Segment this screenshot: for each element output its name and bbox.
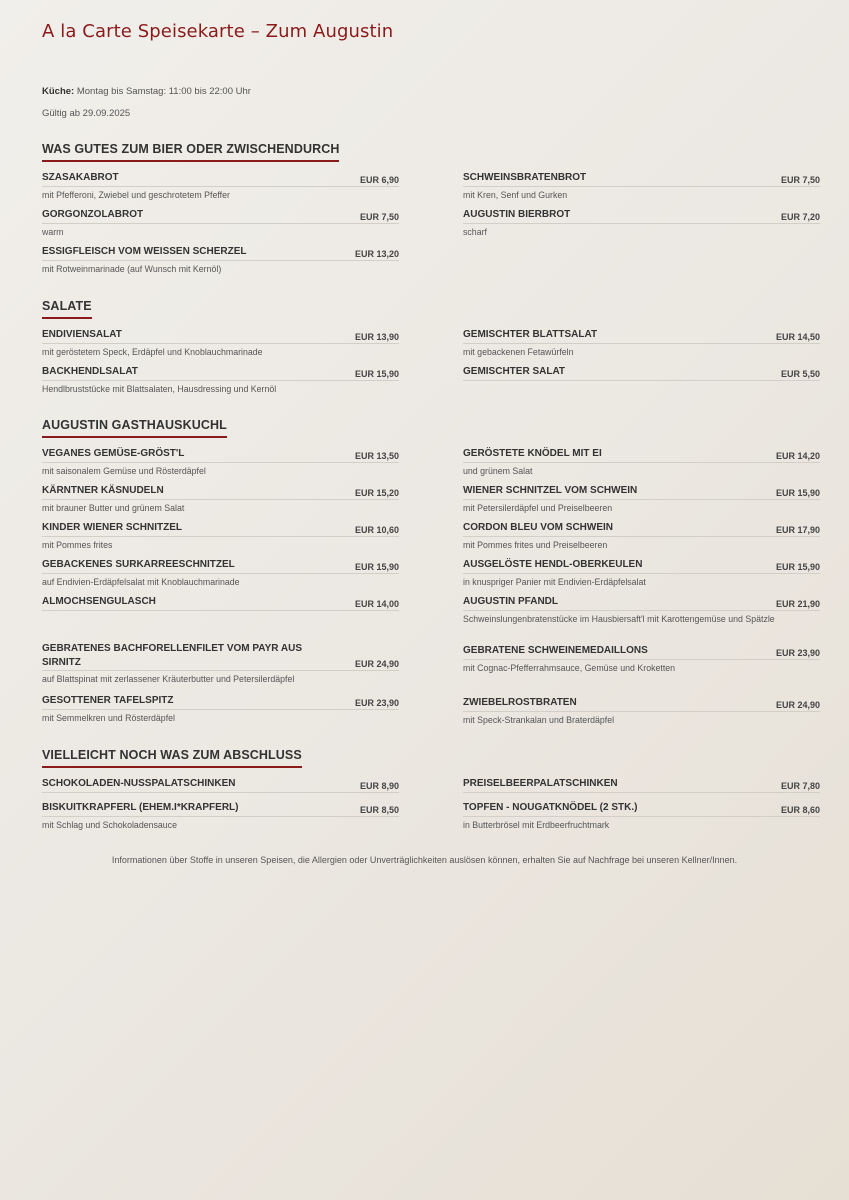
menu-item-description: mit gebackenen Fetawürfeln bbox=[463, 346, 574, 357]
menu-item-name: TOPFEN - NOUGATKNÖDEL (2 STK.) bbox=[463, 802, 638, 813]
menu-item-name: AUGUSTIN PFANDL bbox=[463, 596, 558, 607]
menu-item bbox=[42, 642, 399, 687]
menu-item bbox=[463, 777, 820, 793]
menu-item-description: mit brauner Butter und grünem Salat bbox=[42, 502, 185, 513]
menu-item-price: EUR 8,50 bbox=[359, 804, 399, 815]
menu-item-price: EUR 15,90 bbox=[775, 561, 820, 572]
menu-item-price: EUR 7,20 bbox=[780, 211, 820, 222]
menu-item-name: GEMISCHTER SALAT bbox=[463, 366, 566, 377]
menu-item-description: Schweinslungenbratenstücke im Hausbiersaft'l mit Karottengemüse und Spätzle bbox=[463, 613, 775, 624]
menu-item bbox=[463, 595, 820, 626]
menu-item-name: KINDER WIENER SCHNITZEL bbox=[42, 522, 182, 533]
menu-item-name: AUGUSTIN BIERBROT bbox=[463, 209, 571, 220]
menu-item-description: mit saisonalem Gemüse und Rösterdäpfel bbox=[42, 465, 206, 476]
menu-item-name: SCHWEINSBRATENBROT bbox=[463, 172, 587, 183]
menu-item bbox=[463, 208, 820, 239]
menu-item-header bbox=[42, 171, 399, 187]
menu-item bbox=[42, 801, 399, 832]
menu-item bbox=[42, 447, 399, 478]
menu-item-header bbox=[463, 208, 820, 224]
menu-item-description: mit Schlag und Schokoladensauce bbox=[42, 819, 177, 830]
menu-item-description: mit Kren, Senf und Gurken bbox=[463, 189, 568, 200]
menu-item-description: mit Petersilerdäpfel und Preiselbeeren bbox=[463, 502, 613, 513]
menu-item-description: warm bbox=[42, 226, 64, 237]
menu-item-price: EUR 14,00 bbox=[354, 598, 399, 609]
menu-item-header bbox=[42, 447, 399, 463]
menu-item-name: GERÖSTETE KNÖDEL MIT EI bbox=[463, 448, 602, 459]
section-title: SALATE bbox=[42, 299, 92, 319]
menu-item-header bbox=[463, 521, 820, 537]
menu-item-price: EUR 15,90 bbox=[354, 368, 399, 379]
menu-item-price: EUR 7,80 bbox=[780, 780, 820, 791]
menu-item-name: SCHOKOLADEN-NUSSPALATSCHINKEN bbox=[42, 778, 236, 789]
menu-item bbox=[463, 328, 820, 359]
menu-item-name: GEBRATENES BACHFORELLENFILET VOM PAYR AUS SIRNITZ bbox=[42, 643, 303, 668]
menu-item bbox=[463, 801, 820, 832]
menu-item-header bbox=[42, 558, 399, 574]
menu-item-price: EUR 23,90 bbox=[354, 697, 399, 708]
menu-item bbox=[42, 558, 399, 589]
menu-item bbox=[42, 777, 399, 793]
menu-item-header bbox=[463, 595, 820, 611]
menu-item-header bbox=[463, 447, 820, 463]
menu-item bbox=[463, 365, 820, 381]
menu-item-description: Hendlbruststücke mit Blattsalaten, Hausdressing und Kernöl bbox=[42, 383, 277, 394]
menu-item-price: EUR 24,90 bbox=[775, 699, 820, 710]
menu-item-header bbox=[463, 696, 820, 712]
menu-item-header bbox=[42, 642, 399, 671]
menu-item-name: KÄRNTNER KÄSNUDELN bbox=[42, 485, 164, 496]
menu-item-header bbox=[42, 777, 399, 793]
menu-item-description: mit Pfefferoni, Zwiebel und geschrotetem Pfeffer bbox=[42, 189, 230, 200]
menu-item-description: mit Speck-Strankalan und Braterdäpfel bbox=[463, 714, 615, 725]
menu-item bbox=[463, 696, 820, 727]
menu-item bbox=[42, 484, 399, 515]
menu-item-name: AUSGELÖSTE HENDL-OBERKEULEN bbox=[463, 559, 643, 570]
menu-item-price: EUR 6,90 bbox=[359, 174, 399, 185]
menu-item-header bbox=[463, 801, 820, 817]
menu-item-name: GEMISCHTER BLATTSALAT bbox=[463, 329, 598, 340]
menu-item-header bbox=[463, 558, 820, 574]
menu-item-price: EUR 23,90 bbox=[775, 647, 820, 658]
menu-item-price: EUR 8,60 bbox=[780, 804, 820, 815]
menu-item bbox=[463, 644, 820, 675]
menu-item-price: EUR 13,50 bbox=[354, 450, 399, 461]
menu-item-header bbox=[42, 208, 399, 224]
menu-item-header bbox=[42, 521, 399, 537]
menu-item bbox=[42, 171, 399, 202]
menu-item-header bbox=[42, 484, 399, 500]
menu-item-header bbox=[463, 328, 820, 344]
menu-item-description: scharf bbox=[463, 226, 487, 237]
menu-item-description: mit Semmelkren und Rösterdäpfel bbox=[42, 712, 175, 723]
menu-item-description: mit Rotweinmarinade (auf Wunsch mit Kernöl) bbox=[42, 263, 222, 274]
menu-item-name: CORDON BLEU VOM SCHWEIN bbox=[463, 522, 613, 533]
section-title: AUGUSTIN GASTHAUSKUCHL bbox=[42, 418, 227, 438]
menu-item-header bbox=[42, 595, 399, 611]
menu-item-name: GEBRATENE SCHWEINEMEDAILLONS bbox=[463, 645, 648, 656]
menu-item-price: EUR 15,20 bbox=[354, 487, 399, 498]
menu-item-price: EUR 24,90 bbox=[354, 659, 399, 669]
kitchen-label: Küche: bbox=[42, 86, 75, 97]
menu-item-price: EUR 7,50 bbox=[359, 211, 399, 222]
page-title: A la Carte Speisekarte – Zum Augustin bbox=[42, 21, 394, 42]
menu-item-header bbox=[42, 365, 399, 381]
menu-item bbox=[42, 208, 399, 239]
menu-item-name: GORGONZOLABROT bbox=[42, 209, 144, 220]
menu-item-description: mit Pommes frites bbox=[42, 539, 113, 550]
menu-item-description: auf Endivien-Erdäpfelsalat mit Knoblauchmarinade bbox=[42, 576, 240, 587]
menu-item-name: ESSIGFLEISCH VOM WEISSEN SCHERZEL bbox=[42, 246, 247, 257]
menu-item-header bbox=[463, 644, 820, 660]
menu-item-description: auf Blattspinat mit zerlassener Kräuterbutter und Petersilerdäpfel bbox=[42, 674, 295, 684]
menu-item-price: EUR 5,50 bbox=[780, 368, 820, 379]
menu-item bbox=[463, 521, 820, 552]
menu-section bbox=[42, 746, 820, 830]
menu-item-description: mit Pommes frites und Preiselbeeren bbox=[463, 539, 608, 550]
valid-from: Gültig ab 29.09.2025 bbox=[42, 108, 131, 119]
menu-item-name: ENDIVIENSALAT bbox=[42, 329, 122, 340]
menu-item bbox=[42, 365, 399, 396]
menu-section bbox=[42, 297, 820, 394]
menu-section bbox=[42, 140, 820, 274]
menu-item-name: SZASAKABROT bbox=[42, 172, 119, 183]
menu-item-price: EUR 10,60 bbox=[354, 524, 399, 535]
menu-item-price: EUR 17,90 bbox=[775, 524, 820, 535]
menu-item bbox=[463, 484, 820, 515]
section-title: VIELLEICHT NOCH WAS ZUM ABSCHLUSS bbox=[42, 748, 302, 768]
menu-item bbox=[42, 328, 399, 359]
menu-item-name: PREISELBEERPALATSCHINKEN bbox=[463, 778, 618, 789]
menu-item-header bbox=[42, 245, 399, 261]
menu-item-name: ZWIEBELROSTBRATEN bbox=[463, 697, 577, 708]
menu-item-price: EUR 21,90 bbox=[775, 598, 820, 609]
menu-item-price: EUR 14,20 bbox=[775, 450, 820, 461]
menu-item-name: BACKHENDLSALAT bbox=[42, 366, 138, 377]
menu-item-price: EUR 13,20 bbox=[354, 248, 399, 259]
section-title: WAS GUTES ZUM BIER ODER ZWISCHENDURCH bbox=[42, 142, 339, 162]
kitchen-hours-text: Montag bis Samstag: 11:00 bis 22:00 Uhr bbox=[74, 86, 251, 97]
menu-item-header bbox=[42, 328, 399, 344]
menu-item-description: mit geröstetem Speck, Erdäpfel und Knoblauchmarinade bbox=[42, 346, 263, 357]
menu-item-name: VEGANES GEMÜSE-GRÖST'L bbox=[42, 448, 185, 459]
menu-item-price: EUR 8,90 bbox=[359, 780, 399, 791]
menu-item bbox=[463, 447, 820, 478]
menu-item-description: in Butterbrösel mit Erdbeerfruchtmark bbox=[463, 819, 610, 830]
menu-section bbox=[42, 416, 820, 725]
menu-item bbox=[42, 595, 399, 611]
menu-item-description: in knuspriger Panier mit Endivien-Erdäpfelsalat bbox=[463, 576, 646, 587]
menu-item-header bbox=[463, 365, 820, 381]
menu-item bbox=[463, 171, 820, 202]
menu-item-header bbox=[463, 484, 820, 500]
menu-item-price: EUR 15,90 bbox=[354, 561, 399, 572]
menu-item-header bbox=[42, 694, 399, 710]
menu-item-header bbox=[42, 801, 399, 817]
kitchen-hours bbox=[42, 86, 251, 97]
menu-item bbox=[42, 694, 399, 725]
menu-item bbox=[42, 521, 399, 552]
menu-item-name: WIENER SCHNITZEL VOM SCHWEIN bbox=[463, 485, 638, 496]
menu-item-header bbox=[463, 777, 820, 793]
menu-item-name: GESOTTENER TAFELSPITZ bbox=[42, 695, 174, 706]
menu-item-name: BISKUITKRAPFERL (EHEM.I*KRAPFERL) bbox=[42, 802, 239, 813]
menu-item-price: EUR 13,90 bbox=[354, 331, 399, 342]
menu-item-description: und grünem Salat bbox=[463, 465, 533, 476]
menu-item-price: EUR 7,50 bbox=[780, 174, 820, 185]
menu-item-price: EUR 15,90 bbox=[775, 487, 820, 498]
menu-item-name: ALMOCHSENGULASCH bbox=[42, 596, 156, 607]
menu-item bbox=[42, 245, 399, 276]
menu-item bbox=[463, 558, 820, 589]
menu-item-name: GEBACKENES SURKARREESCHNITZEL bbox=[42, 559, 235, 570]
menu-item-description: mit Cognac-Pfefferrahmsauce, Gemüse und Kroketten bbox=[463, 662, 676, 673]
menu-item-header bbox=[463, 171, 820, 187]
allergen-note: Informationen über Stoffe in unseren Speisen, die Allergien oder Unverträglichkeiten auslösen können, erhalten Sie auf Nachfrage bei unseren Kellner/Innen. bbox=[111, 855, 738, 865]
menu-item-price: EUR 14,50 bbox=[775, 331, 820, 342]
